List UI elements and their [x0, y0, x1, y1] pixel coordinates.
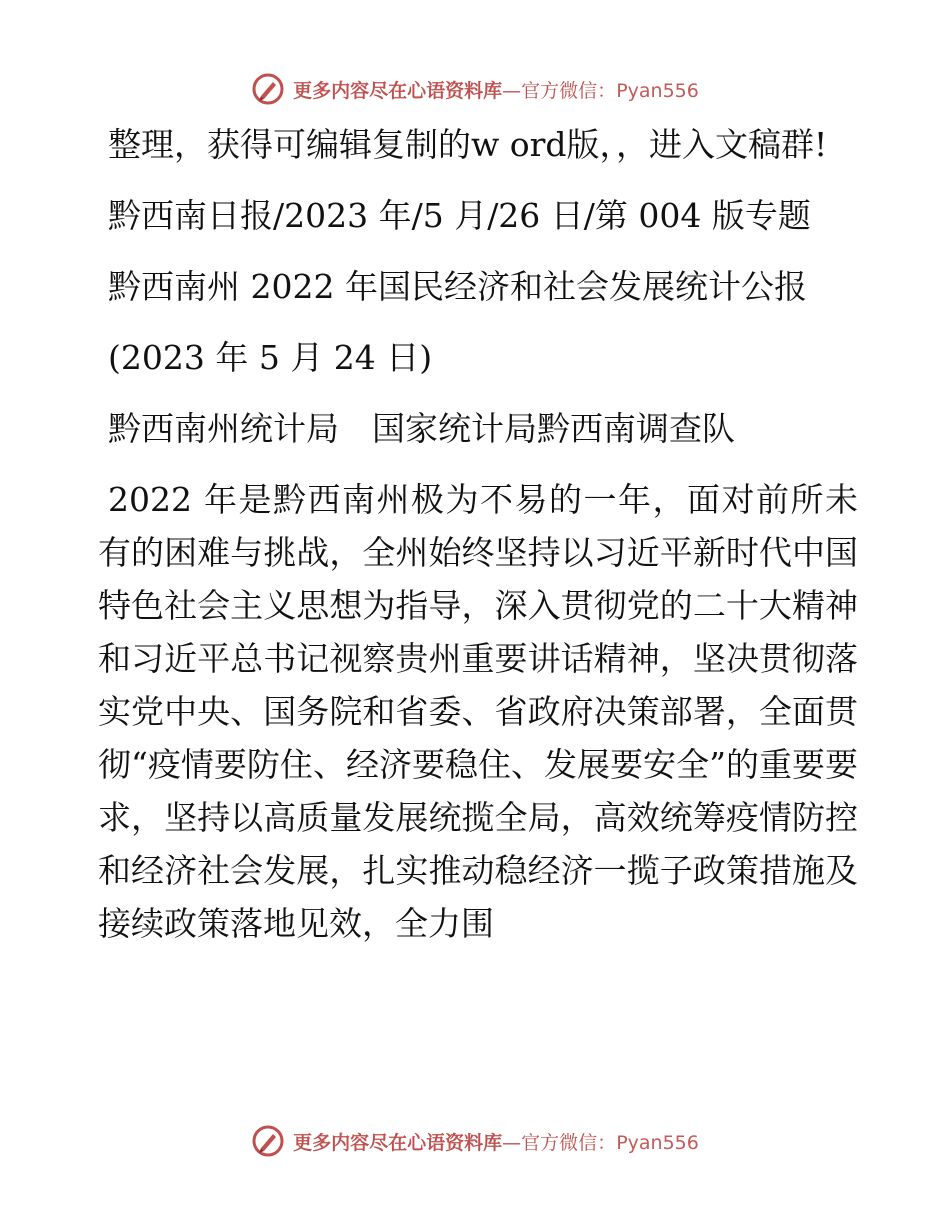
watermark-label: 官方微信： — [521, 1131, 617, 1154]
body-paragraph: 2022 年是黔西南州极为不易的一年，面对前所未有的困难与挑战，全州始终坚持以习近平新时代中国特色社会主义思想为指导，深入贯彻党的二十大精神和习近平总书记视察贵州重要讲话精神，坚决贯彻落实党中央、国务院和省委、省政府决策部署，全面贯彻“疫情要防住、经济要稳住、发展要安全”的重要要求，坚持以高质量发展统揽全局，高效统筹疫情防控和经济社会发展，扎实推动稳经济一揽子政策措施及接续政策落地见效，全力围 — [98, 480, 858, 943]
source-line: 黔西南日报/2023 年/5 月/26 日/第 004 版专题 — [108, 196, 811, 235]
pen-logo-icon — [251, 72, 285, 106]
document-body — [98, 118, 858, 950]
watermark-separator: — — [502, 79, 522, 102]
watermark-wechat-id: Pyan556 — [616, 1131, 699, 1154]
watermark-wechat-id: Pyan556 — [616, 79, 699, 102]
watermark-separator: — — [502, 1131, 522, 1154]
watermark-text — [293, 76, 699, 103]
pen-logo-icon — [251, 1124, 285, 1158]
document-authors: 黔西南州统计局 国家统计局黔西南调查队 — [108, 409, 735, 448]
watermark-text — [293, 1128, 699, 1155]
document-date: (2023 年 5 月 24 日) — [108, 338, 433, 377]
watermark-brand: 更多内容尽在心语资料库 — [293, 79, 503, 102]
footer-watermark — [0, 1124, 950, 1158]
watermark-label: 官方微信： — [521, 79, 617, 102]
intro-paragraph: 整理，获得可编辑复制的w ord版，，进入文稿群! — [108, 125, 828, 164]
watermark-brand: 更多内容尽在心语资料库 — [293, 1131, 503, 1154]
document-title: 黔西南州 2022 年国民经济和社会发展统计公报 — [108, 267, 807, 306]
header-watermark — [0, 72, 950, 106]
